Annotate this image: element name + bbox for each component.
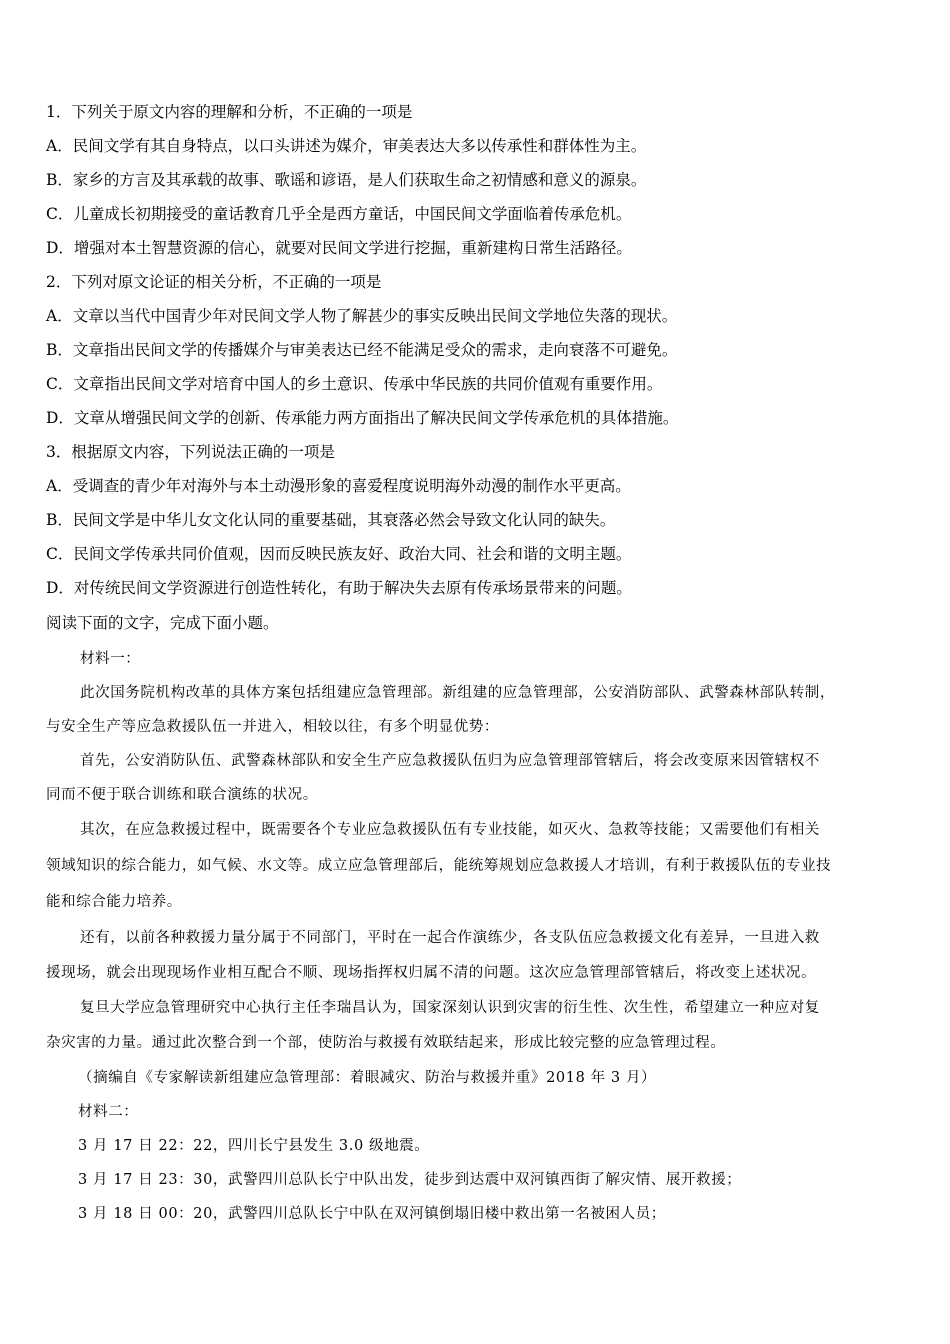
material-1-paragraph-1-line-2: 与安全生产等应急救援队伍一并进入，相较以往，有多个明显优势： [46, 719, 499, 735]
material-1-title: 材料一： [80, 651, 141, 667]
material-2-event-2: 3 月 17 日 23：30，武警四川总队长宁中队出发，徒步到达震中双河镇西街了解灾情、展开救援； [78, 1172, 742, 1188]
question-1-option-a: A．民间文学有其自身特点，以口头讲述为媒介，审美表达大多以传承性和群体性为主。 [46, 137, 647, 155]
material-1-paragraph-2-line-2: 同而不便于联合训练和联合演练的状况。 [46, 787, 318, 803]
question-3-option-a: A．受调查的青少年对海外与本土动漫形象的喜爱程度说明海外动漫的制作水平更高。 [46, 477, 631, 495]
question-2-option-d: D．文章从增强民间文学的创新、传承能力两方面指出了解决民间文学传承危机的具体措施。 [46, 409, 679, 427]
material-2-event-3: 3 月 18 日 00：20，武警四川总队长宁中队在双河镇倒塌旧楼中救出第一名被困人员； [78, 1206, 666, 1222]
material-1-paragraph-5-line-2: 杂灾害的力量。通过此次整合到一个部，使防治与救援有效联结起来，形成比较完整的应急管理过程。 [46, 1035, 726, 1051]
question-3-option-d: D．对传统民间文学资源进行创造性转化，有助于解决失去原有传承场景带来的问题。 [46, 579, 632, 597]
material-1-paragraph-4-line-2: 援现场，就会出现现场作业相互配合不顺、现场指挥权归属不清的问题。这次应急管理部管辖后，将改变上述状况。 [46, 965, 817, 981]
question-2-option-c: C．文章指出民间文学对培育中国人的乡土意识、传承中华民族的共同价值观有重要作用。 [46, 375, 663, 393]
material-1-paragraph-3-line-1: 其次，在应急救援过程中，既需要各个专业应急救援队伍有专业技能，如灭火、急救等技能；又需要他们有相关 [80, 822, 820, 838]
material-2-event-1: 3 月 17 日 22：22，四川长宁县发生 3.0 级地震。 [78, 1138, 430, 1154]
question-2-option-a: A．文章以当代中国青少年对民间文学人物了解甚少的事实反映出民间文学地位失落的现状。 [46, 307, 678, 325]
material-2-title: 材料二： [78, 1104, 139, 1120]
material-1-paragraph-1-line-1: 此次国务院机构改革的具体方案包括组建应急管理部。新组建的应急管理部，公安消防部队、武警森林部队转制， [80, 685, 835, 701]
question-1-option-c: C．儿童成长初期接受的童话教育几乎全是西方童话，中国民间文学面临着传承危机。 [46, 205, 632, 223]
question-1-option-d: D．增强对本土智慧资源的信心，就要对民间文学进行挖掘，重新建构日常生活路径。 [46, 239, 632, 257]
material-1-paragraph-3-line-3: 能和综合能力培养。 [46, 894, 182, 910]
question-2-option-b: B．文章指出民间文学的传播媒介与审美表达已经不能满足受众的需求，走向衰落不可避免。 [46, 341, 678, 359]
material-1-paragraph-5-line-1: 复旦大学应急管理研究中心执行主任李瑞昌认为，国家深刻认识到灾害的衍生性、次生性，希望建立一种应对复 [80, 1000, 820, 1016]
question-2-stem: 2．下列对原文论证的相关分析，不正确的一项是 [46, 273, 382, 291]
question-3-option-c: C．民间文学传承共同价值观，因而反映民族友好、政治大同、社会和谐的文明主题。 [46, 545, 632, 563]
question-1-stem: 1．下列关于原文内容的理解和分析，不正确的一项是 [46, 103, 413, 121]
question-1-option-b: B．家乡的方言及其承载的故事、歌谣和谚语，是人们获取生命之初情感和意义的源泉。 [46, 171, 647, 189]
question-3-stem: 3．根据原文内容，下列说法正确的一项是 [46, 443, 335, 461]
material-1-paragraph-2-line-1: 首先，公安消防队伍、武警森林部队和安全生产应急救援队伍归为应急管理部管辖后，将会改变原来因管辖权不 [80, 753, 820, 769]
reading-instruction: 阅读下面的文字，完成下面小题。 [46, 614, 279, 632]
material-1-paragraph-3-line-2: 领域知识的综合能力，如气候、水文等。成立应急管理部后，能统筹规划应急救援人才培训，有利于救援队伍的专业技 [46, 858, 832, 874]
question-3-option-b: B．民间文学是中华儿女文化认同的重要基础，其衰落必然会导致文化认同的缺失。 [46, 511, 616, 529]
material-1-source: （摘编自《专家解读新组建应急管理部：着眼减灾、防治与救援并重》2018 年 3 月） [78, 1070, 657, 1086]
material-1-paragraph-4-line-1: 还有，以前各种救援力量分属于不同部门，平时在一起合作演练少，各支队伍应急救援文化有差异，一旦进入救 [80, 930, 820, 946]
